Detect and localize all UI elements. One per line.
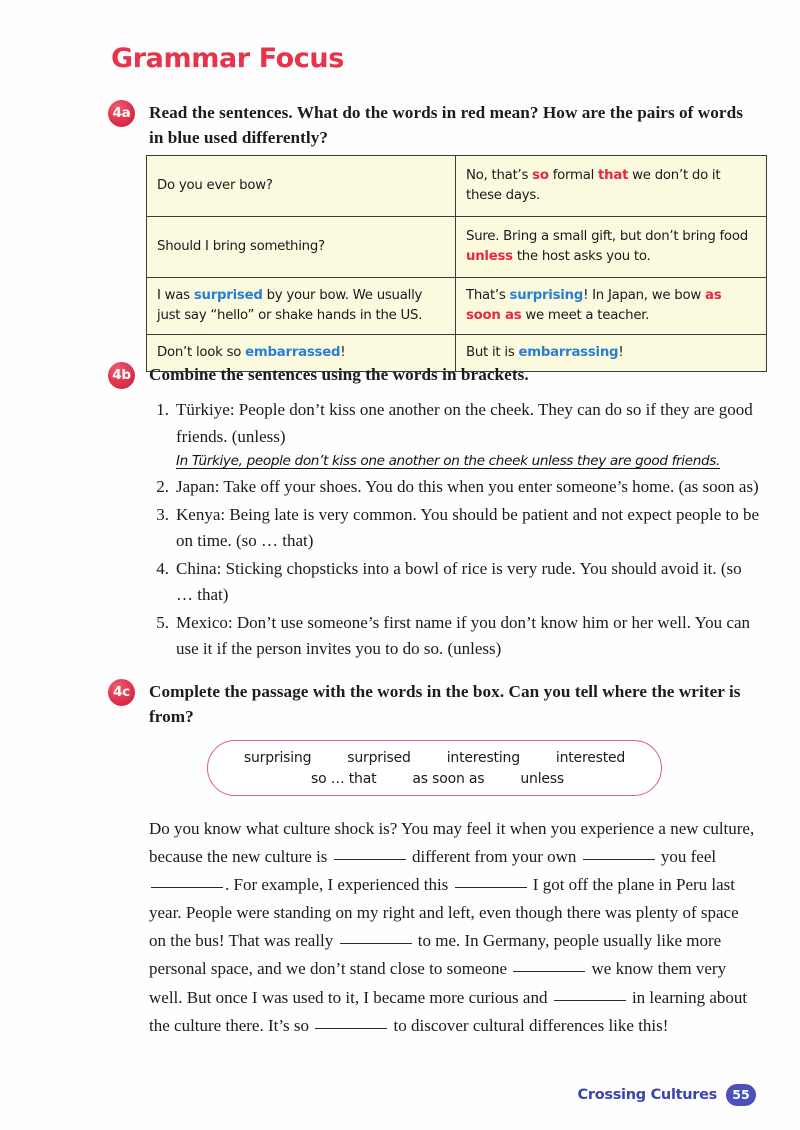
plain-text: ! <box>618 345 624 360</box>
plain-text: we meet a teacher. <box>521 308 650 323</box>
passage-text: in learning about the culture there. It’s so <box>149 987 748 1035</box>
plain-text: Should I bring something? <box>157 239 325 254</box>
plain-text: formal <box>548 168 599 183</box>
plain-text: I was <box>157 288 194 303</box>
word-bank-item[interactable]: interesting <box>446 750 520 766</box>
cell-rich-text <box>157 178 273 193</box>
table-body <box>147 156 767 372</box>
answer-blank[interactable] <box>315 1014 387 1029</box>
list-item-number: 2. <box>156 477 169 496</box>
passage-text: I got off the plane in Peru last year. People were standing on my right and left, even though there was plenty of space on the bus! That was really <box>149 875 739 951</box>
highlight-red: that <box>598 168 629 183</box>
cell-rich-text <box>466 168 720 203</box>
list-item <box>150 502 762 555</box>
page-title: Grammar Focus <box>111 43 344 74</box>
plain-text: But it is <box>466 345 519 360</box>
highlight-blue: surprised <box>193 288 263 303</box>
exercise-4a <box>108 100 748 150</box>
written-answer[interactable]: In Türkiye, people don’t kiss one another on the cheek unless they are good friends. <box>176 453 720 469</box>
passage-text: you feel <box>656 847 717 867</box>
word-bank-row-1 <box>208 748 661 769</box>
highlight-blue: embarrassing <box>518 345 619 360</box>
list-item-number: 5. <box>156 612 169 632</box>
passage-text: different from your own <box>407 847 581 867</box>
list-item <box>150 556 762 609</box>
exercise-4c-prompt: Complete the passage with the words in the box. Can you tell where the writer is from? <box>149 682 741 726</box>
page-number-badge: 55 <box>726 1084 756 1106</box>
table-cell-question <box>147 278 456 335</box>
exercise-badge-4c: 4c <box>108 679 135 706</box>
answer-blank[interactable] <box>583 845 655 860</box>
plain-text: ! In Japan, we bow <box>583 288 705 303</box>
plain-text: Sure. Bring a small gift, but don’t bring food <box>466 229 748 244</box>
list-item <box>150 474 762 501</box>
answer-blank[interactable] <box>151 873 223 888</box>
list-item-number: 1. <box>156 400 169 419</box>
cell-rich-text <box>157 345 345 360</box>
table-cell-question <box>147 217 456 278</box>
answer-blank[interactable] <box>455 873 527 888</box>
list-item-text: Türkiye: People don’t kiss one another on the cheek. They can do so if they are good friends. (unless) <box>176 400 753 446</box>
exercise-4b-prompt: Combine the sentences using the words in brackets. <box>149 365 529 384</box>
answer-blank[interactable] <box>513 957 585 972</box>
passage-text: to discover cultural differences like this! <box>389 1015 669 1035</box>
passage-text: Do you know what culture shock is? You may feel it when you experience a new culture, because the new culture is <box>149 819 755 867</box>
list-item <box>150 397 762 473</box>
cell-rich-text <box>466 229 748 264</box>
highlight-red: as soon as <box>466 288 722 323</box>
word-bank-item[interactable]: interested <box>555 750 626 766</box>
list-item-text: Kenya: Being late is very common. You should be patient and not expect people to be on time. (so … that) <box>176 504 760 550</box>
exercise-4b-list <box>150 397 762 664</box>
plain-text: Don’t look so <box>157 345 246 360</box>
plain-text: by your bow. We usually just say “hello” or shake hands in the US. <box>157 288 423 323</box>
exercise-4b <box>108 362 748 387</box>
word-bank-item[interactable]: unless <box>520 771 564 787</box>
highlight-blue: embarrassed <box>245 345 341 360</box>
exercise-badge-4a: 4a <box>108 100 135 127</box>
word-bank-item[interactable]: surprising <box>243 750 312 766</box>
table-cell-question <box>147 156 456 217</box>
word-bank-item[interactable]: as soon as <box>412 771 485 787</box>
exercise-4a-prompt <box>149 100 748 150</box>
cell-rich-text <box>157 239 325 254</box>
plain-text: ! <box>340 345 346 360</box>
plain-text: we don’t do it these days. <box>466 168 721 203</box>
plain-text: No, that’s <box>466 168 533 183</box>
highlight-blue: surprising <box>509 288 584 303</box>
list-item-number: 3. <box>156 504 169 524</box>
cell-rich-text <box>157 288 422 323</box>
list-item-number: 4. <box>156 558 169 578</box>
word-bank-item[interactable]: surprised <box>347 750 411 766</box>
answer-blank[interactable] <box>334 845 406 860</box>
list-item-text: China: Sticking chopsticks into a bowl of rice is very rude. You should avoid it. (so … that) <box>176 558 742 604</box>
table-row <box>147 278 767 335</box>
word-bank-row-2 <box>208 769 661 790</box>
exercise-badge-4b: 4b <box>108 362 135 389</box>
plain-text: That’s <box>466 288 510 303</box>
word-bank-item[interactable]: so … that <box>311 771 377 787</box>
word-bank-box <box>207 740 662 796</box>
exercise-4c <box>108 679 748 729</box>
exercise-4a-prompt-text: Read the sentences. What do the words in red mean? How are the pairs of words in blue used differently? <box>149 103 743 147</box>
table-cell-answer <box>456 156 767 217</box>
passage-text: we know them very well. But once I was used to it, I became more curious and <box>149 959 727 1007</box>
grammar-examples-table <box>146 155 767 372</box>
table-cell-answer <box>456 217 767 278</box>
cell-rich-text <box>466 345 623 360</box>
passage-text: to me. In Germany, people usually like more personal space, and we don’t stand close to someone <box>149 931 722 979</box>
passage-text: . For example, I experienced this <box>225 875 453 895</box>
list-item-text: Japan: Take off your shoes. You do this when you enter someone’s home. (as soon as) <box>176 477 759 496</box>
plain-text: the host asks you to. <box>512 249 651 264</box>
list-item-text: Mexico: Don’t use someone’s first name if you don’t know him or her well. You can use it if the person invites you to do so. (unless) <box>176 612 750 658</box>
table-row <box>147 217 767 278</box>
cloze-passage <box>149 815 757 1040</box>
plain-text: Do you ever bow? <box>157 178 273 193</box>
highlight-red: unless <box>466 249 513 264</box>
list-item <box>150 610 762 663</box>
answer-blank[interactable] <box>340 929 412 944</box>
answer-blank[interactable] <box>554 986 626 1001</box>
page-footer <box>578 1084 756 1106</box>
unit-title: Crossing Cultures <box>577 1087 717 1103</box>
table-row <box>147 156 767 217</box>
highlight-red: so <box>532 168 549 183</box>
table-cell-answer <box>456 278 767 335</box>
cell-rich-text <box>466 288 721 323</box>
